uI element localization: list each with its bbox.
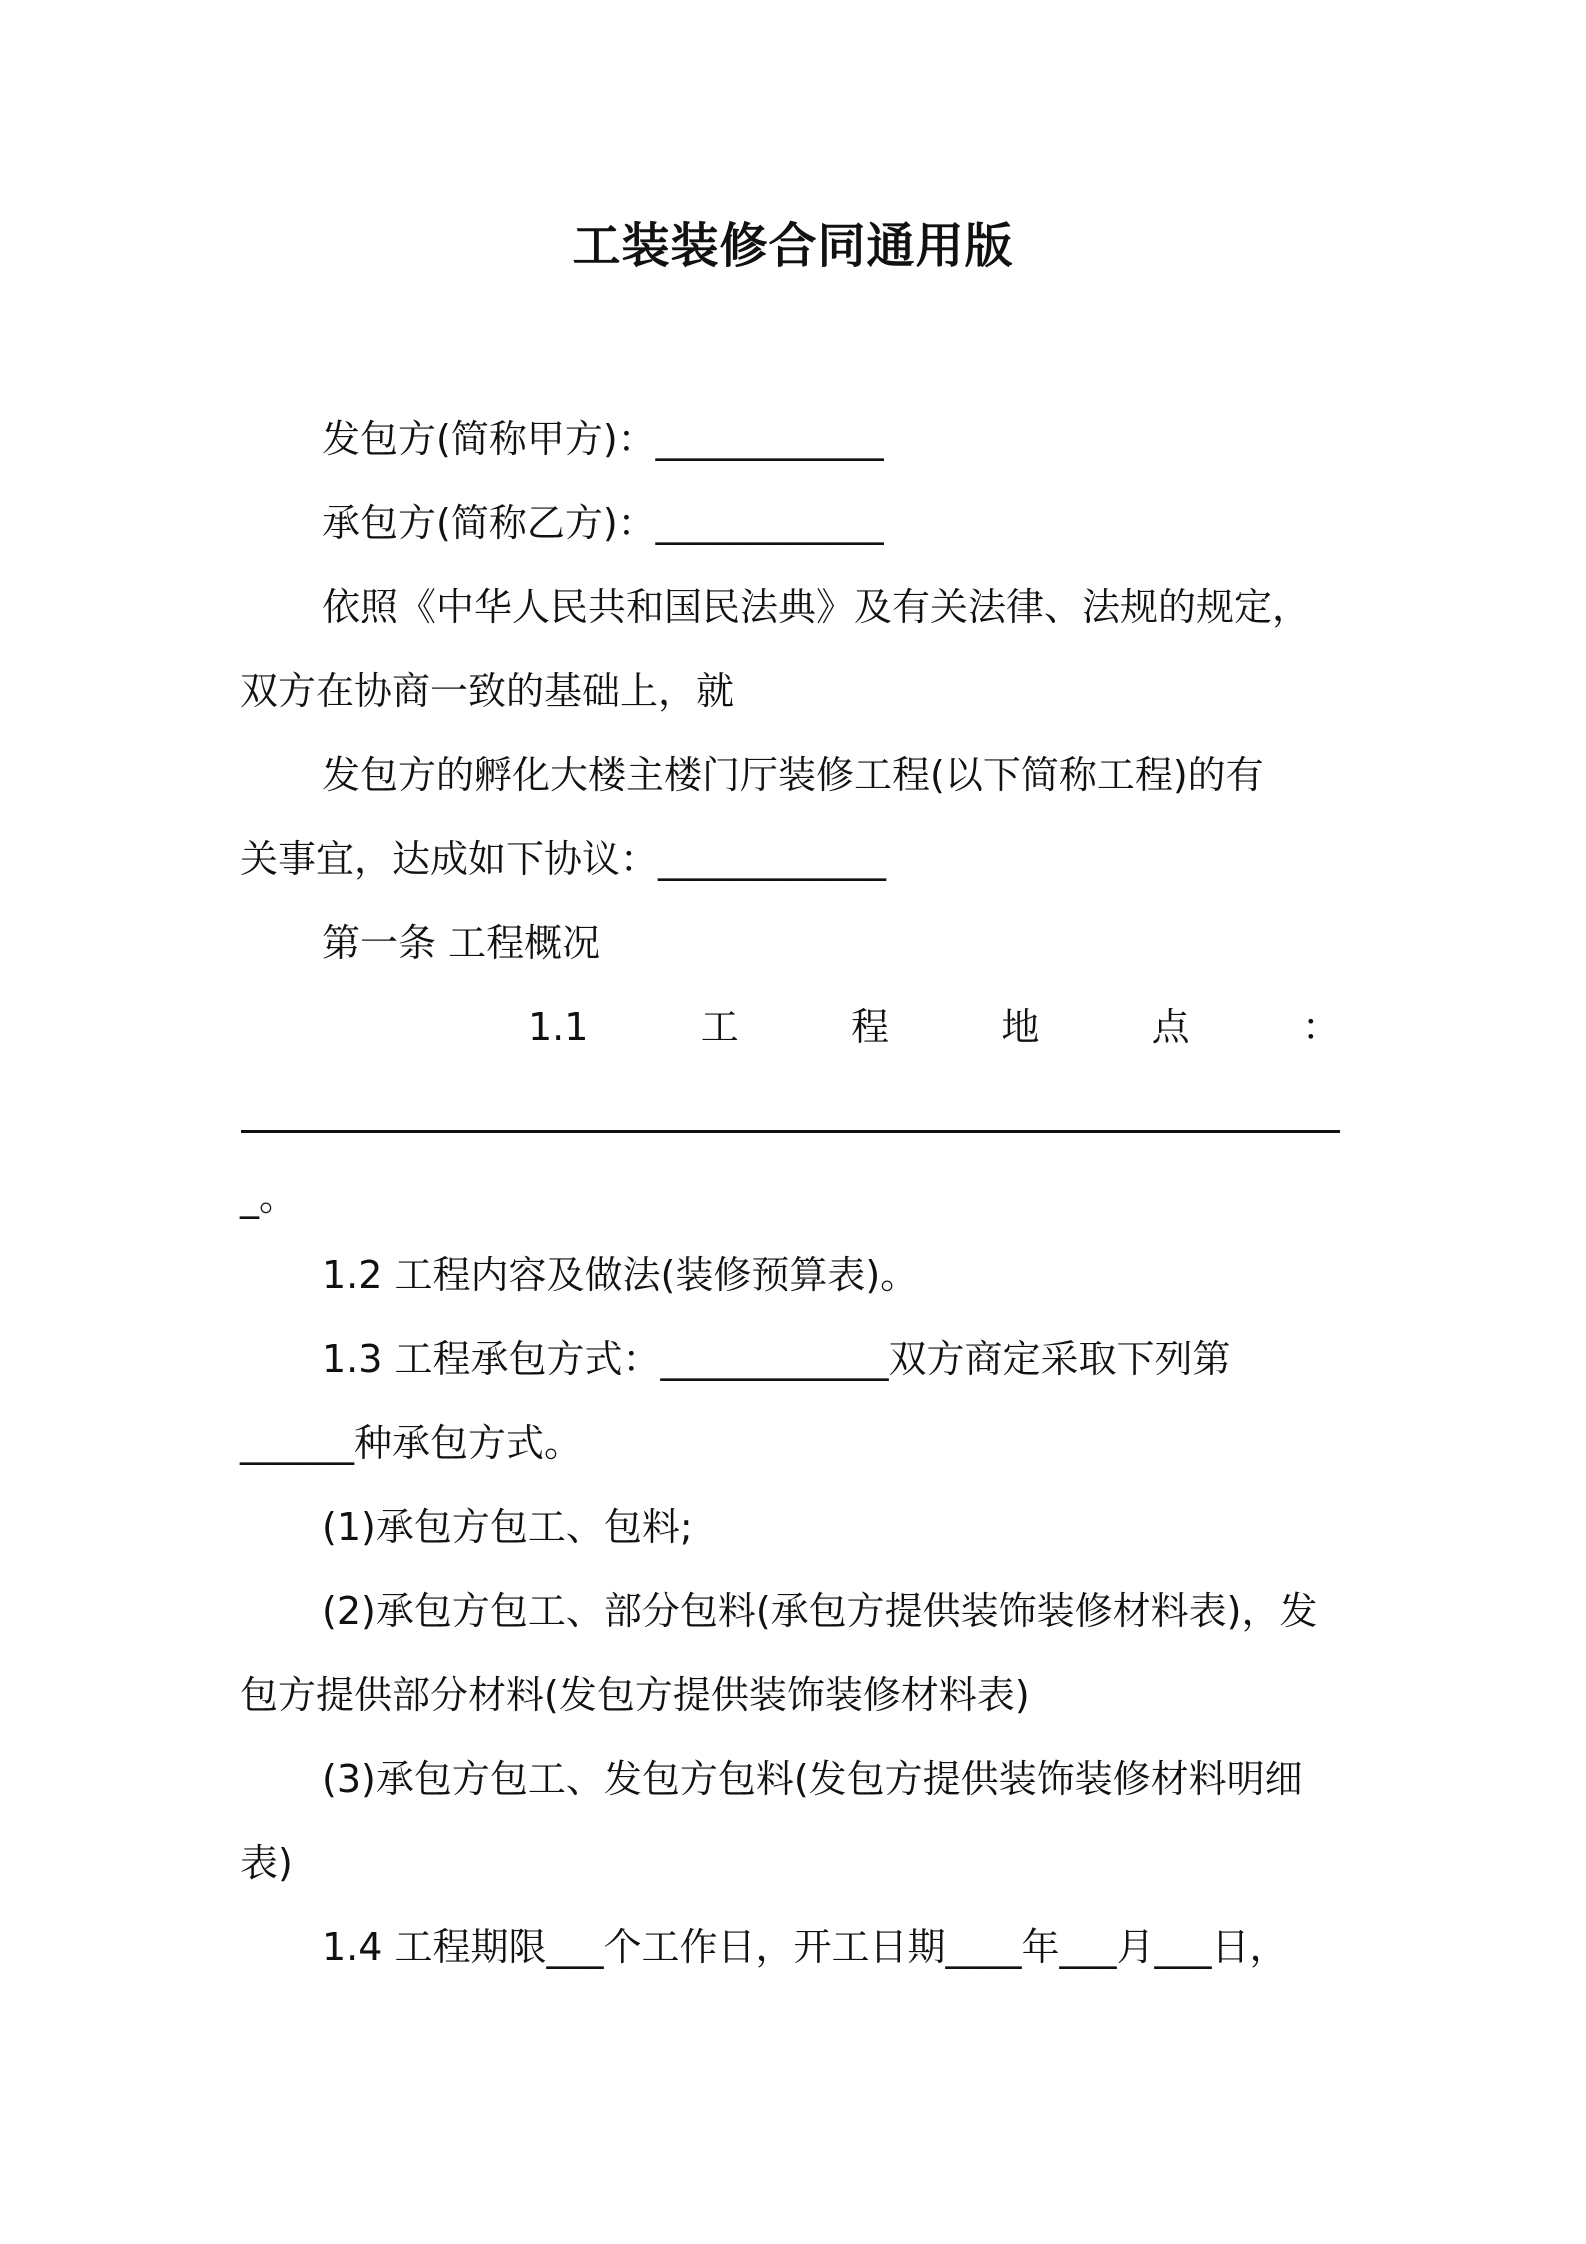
address-blank-underline (241, 1130, 1340, 1133)
item-1-3-line-2: ______种承包方式。 (240, 1421, 583, 1465)
project-line-1: 发包方的孵化大楼主楼门厅装修工程(以下简称工程)的有 (322, 753, 1264, 797)
option-3-line-1: (3)承包方包工、发包方包料(发包方提供装饰装修材料明细 (322, 1757, 1303, 1801)
item-1-1-tail: _。 (240, 1175, 298, 1219)
option-3-line-2: 表) (240, 1841, 293, 1885)
item-1-1-word: 地 (1001, 1005, 1040, 1049)
legal-basis-line-1: 依照《中华人民共和国民法典》及有关法律、法规的规定， (322, 585, 1311, 629)
item-1-1-word: 点 (1151, 1005, 1190, 1049)
item-1-3-line-1: 1.3 工程承包方式：____________双方商定采取下列第 (322, 1337, 1231, 1381)
item-1-2-line: 1.2 工程内容及做法(装修预算表)。 (322, 1253, 919, 1297)
legal-basis-line-2: 双方在协商一致的基础上，就 (240, 669, 735, 713)
option-2-line-2: 包方提供部分材料(发包方提供装饰装修材料表) (240, 1673, 1030, 1717)
document-title: 工装装修合同通用版 (572, 218, 1014, 274)
article-1-heading: 第一条 工程概况 (322, 921, 601, 965)
option-1-line: (1)承包方包工、包料; (322, 1505, 693, 1549)
party-a-line: 发包方(简称甲方)：____________ (322, 417, 884, 461)
party-b-line: 承包方(简称乙方)：____________ (322, 501, 884, 545)
item-1-4-line: 1.4 工程期限___个工作日，开工日期____年___月___日， (322, 1925, 1288, 1969)
option-2-line-1: (2)承包方包工、部分包料(承包方提供装饰装修材料表)，发 (322, 1589, 1318, 1633)
item-1-1-word: 工 (700, 1005, 739, 1049)
project-line-2: 关事宜，达成如下协议：____________ (240, 837, 887, 881)
item-1-1-word: 程 (851, 1005, 890, 1049)
item-1-1-line (528, 1000, 1340, 1054)
item-1-1-word: 1.1 (528, 1005, 589, 1049)
item-1-1-word: ： (1301, 1005, 1340, 1049)
